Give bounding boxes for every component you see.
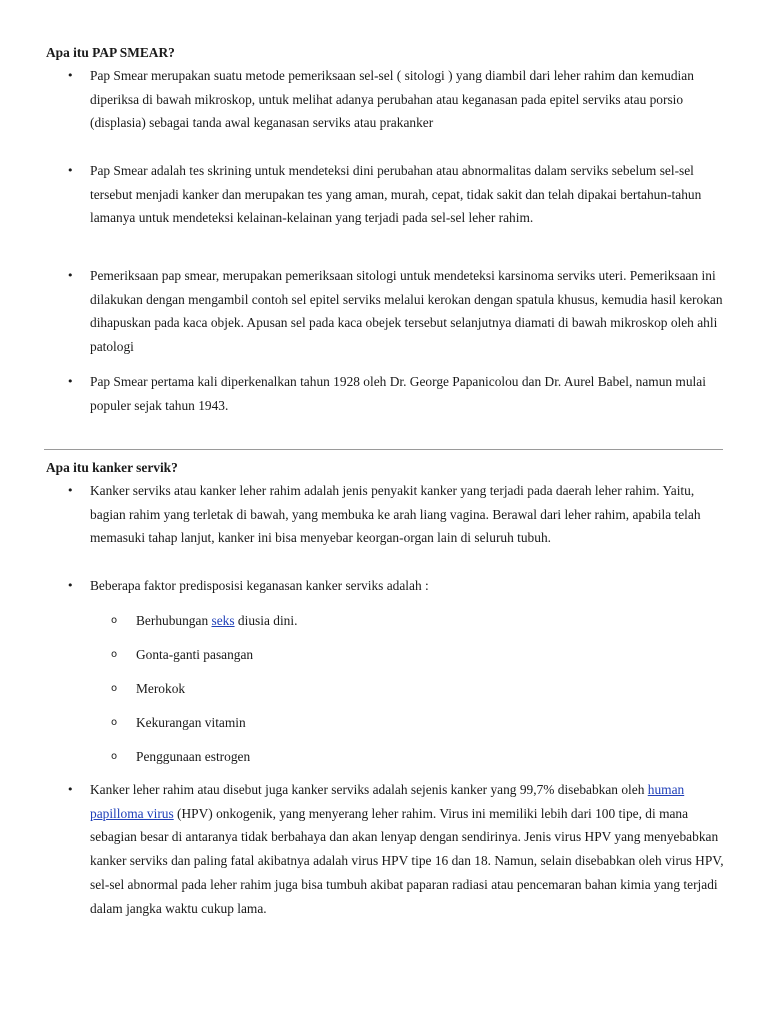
list-item: • Pap Smear adalah tes skrining untuk mendeteksi dini perubahan atau abnormalitas dalam serviks sebelum sel-sel tersebut menjadi kanker dan merupakan tes yang aman, murah, cepat, tidak sakit dan telah dipakai bertahun-tahun lamanya untuk mendeteksi kelainan-kelainan yang terjadi pada sel-sel leher rahim. xyxy=(90,159,730,230)
list-item: • Pap Smear merupakan suatu metode pemeriksaan sel-sel ( sitologi ) yang diambil dari leher rahim dan kemudian diperiksa di bawah mikroskop, untuk melihat adanya perubahan atau keganasan pada epitel serviks atau porsio (displasia) sebagai tanda awal keganasan serviks atau prakanker xyxy=(90,64,730,135)
sublist-marker: o xyxy=(111,717,118,728)
sublist-text: Penggunaan estrogen xyxy=(136,749,251,764)
hpv-text-before: Kanker leher rahim atau disebut juga kanker serviks adalah sejenis kanker yang 99,7% disebabkan oleh xyxy=(90,782,648,797)
sublist-item xyxy=(111,680,186,698)
list-item xyxy=(90,778,730,920)
hpv-text-after: (HPV) onkogenik, yang menyerang leher rahim. Virus ini memiliki lebih dari 100 tipe, di mana sebagian besar di antaranya tidak berbahaya dan akan lenyap dengan sendirinya. Jenis virus HPV yang menyebabkan kanker serviks dan paling fatal akibatnya adalah virus HPV tipe 16 dan 18. Namun, selain disebabkan oleh virus HPV, sel-sel abnormal pada leher rahim juga bisa tumbuh akibat paparan radiasi atau pencemaran bahan kimia yang terjadi dalam jangka waktu cukup lama. xyxy=(90,805,724,916)
human-papilloma-virus-link[interactable]: human papilloma virus xyxy=(90,782,685,821)
sublist-item xyxy=(111,646,254,664)
sublist-marker: o xyxy=(111,649,118,660)
sublist-text: Gonta-ganti pasangan xyxy=(136,647,254,662)
sublist-item xyxy=(111,714,246,732)
sublist-marker: o xyxy=(111,615,118,626)
sublist-text: Merokok xyxy=(136,681,186,696)
list-item: • Beberapa faktor predisposisi keganasan kanker serviks adalah : xyxy=(90,574,730,598)
heading-pap-smear: Apa itu PAP SMEAR? xyxy=(46,45,175,60)
sublist-item xyxy=(111,612,298,630)
sublist-text: Kekurangan vitamin xyxy=(136,715,246,730)
sublist-item xyxy=(111,748,251,766)
section-divider xyxy=(44,449,723,450)
list-item: • Pemeriksaan pap smear, merupakan pemeriksaan sitologi untuk mendeteksi karsinoma serviks uteri. Pemeriksaan ini dilakukan dengan mengambil contoh sel epitel serviks melalui kerokan dengan spatula khusus, kemudia hasil kerokan dihapuskan pada kaca objek. Apusan sel pada kaca obejek tersebut selanjutnya diamati di bawah mikroskop oleh ahli patologi xyxy=(90,264,730,359)
seks-link[interactable]: seks xyxy=(211,613,235,628)
sublist-marker: o xyxy=(111,751,118,762)
sublist-marker: o xyxy=(111,683,118,694)
sublist-text: diusia dini. xyxy=(234,613,298,628)
list-item: • Pap Smear pertama kali diperkenalkan tahun 1928 oleh Dr. George Papanicolou dan Dr. Aurel Babel, namun mulai populer sejak tahun 1943. xyxy=(90,370,730,417)
sublist-text: Berhubungan xyxy=(136,613,212,628)
list-item: • Kanker serviks atau kanker leher rahim adalah jenis penyakit kanker yang terjadi pada daerah leher rahim. Yaitu, bagian rahim yang terletak di bawah, yang membuka ke arah liang vagina. Berawal dari leher rahim, apabila telah memasuki tahap lanjut, kanker ini bisa menyebar keorgan-organ lain di seluruh tubuh. xyxy=(90,479,730,550)
heading-kanker-servik: Apa itu kanker servik? xyxy=(46,460,178,475)
